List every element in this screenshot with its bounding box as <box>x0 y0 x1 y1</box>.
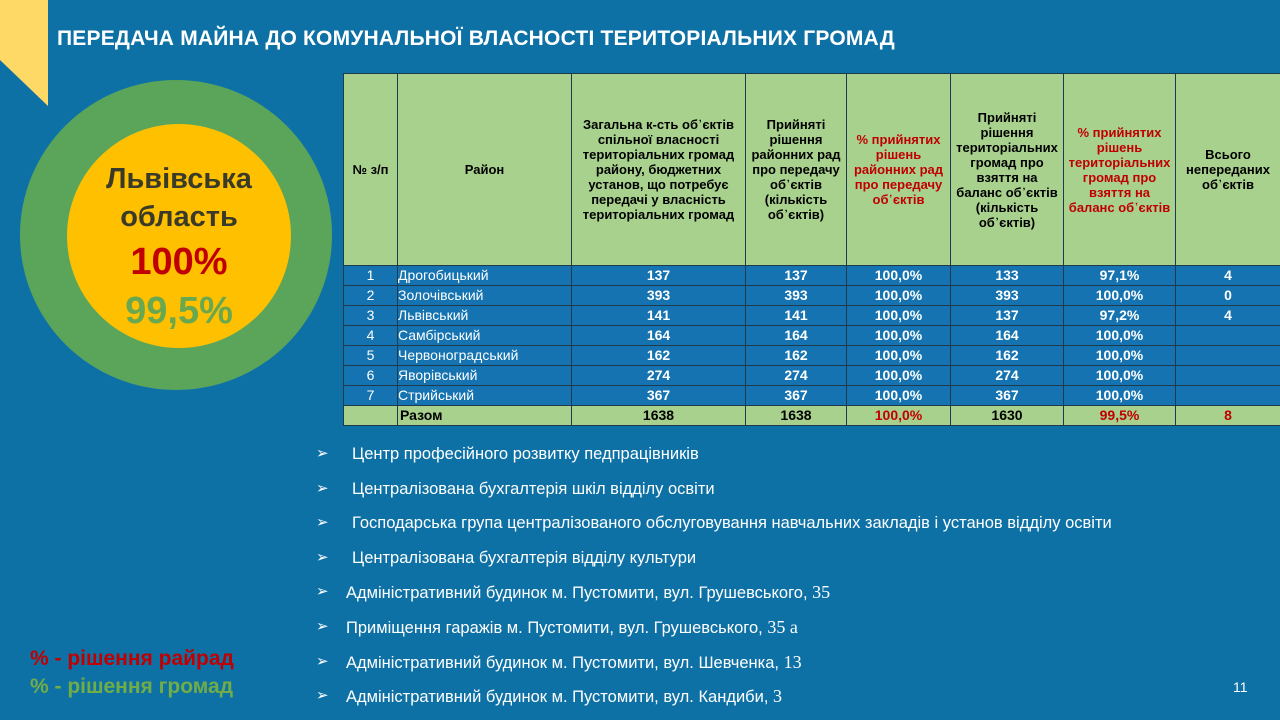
list-item <box>316 547 1276 582</box>
list-item-text <box>346 685 782 708</box>
cell-total: 393 <box>572 286 746 306</box>
cell-rada: 367 <box>746 386 847 406</box>
cell-hromad-percent: 99,5% <box>1064 406 1176 426</box>
cell-rada: 162 <box>746 346 847 366</box>
header-rada-percent: % прийнятих рішень районних рад про передачу об᾽єктів <box>847 74 951 266</box>
cell-rada-percent: 100,0% <box>847 386 951 406</box>
table-row <box>344 386 1280 406</box>
cell-hromad-percent: 97,1% <box>1064 266 1176 286</box>
cell-hromad: 162 <box>951 346 1064 366</box>
cell-rada: 141 <box>746 306 847 326</box>
address-text: Приміщення гаражів м. Пустомити, вул. Грушевського, <box>346 618 763 637</box>
header-remaining: Всього непереданих об᾽єктів <box>1176 74 1280 266</box>
cell-total: 141 <box>572 306 746 326</box>
cell-rada: 137 <box>746 266 847 286</box>
cell-rada-percent: 100,0% <box>847 266 951 286</box>
cell-total-label: Разом <box>398 406 572 426</box>
list-item-text <box>346 616 798 639</box>
cell-district: Самбірський <box>398 326 572 346</box>
cell-hromad: 164 <box>951 326 1064 346</box>
address-number: 35 а <box>767 616 798 637</box>
cell-hromad: 133 <box>951 266 1064 286</box>
cell-rada: 1638 <box>746 406 847 426</box>
cell-total: 367 <box>572 386 746 406</box>
table-row <box>344 346 1280 366</box>
cell-hromad: 393 <box>951 286 1064 306</box>
cell-remaining <box>1176 386 1280 406</box>
cell-remaining <box>1176 326 1280 346</box>
corner-decoration <box>0 0 48 106</box>
header-district: Район <box>398 74 572 266</box>
address-number: 3 <box>773 686 783 707</box>
institution-list <box>316 443 1276 720</box>
list-item-text <box>346 581 830 604</box>
legend-hromad: % - рішення громад <box>30 675 234 698</box>
cell-remaining <box>1176 366 1280 386</box>
table-row <box>344 366 1280 386</box>
cell-remaining: 8 <box>1176 406 1280 426</box>
address-text: Адміністративний будинок м. Пустомити, вул. Грушевського, <box>346 584 808 603</box>
table-row <box>344 266 1280 286</box>
address-number: 35 <box>812 582 831 603</box>
list-item <box>316 581 1276 616</box>
cell-hromad: 137 <box>951 306 1064 326</box>
region-name <box>67 160 291 236</box>
arrow-bullet-icon: ➢ <box>316 548 329 566</box>
arrow-bullet-icon: ➢ <box>316 687 329 705</box>
arrow-bullet-icon: ➢ <box>316 445 329 462</box>
cell-number: 3 <box>344 306 398 326</box>
table-row <box>344 326 1280 346</box>
cell-rada-percent: 100,0% <box>847 306 951 326</box>
list-item <box>316 685 1276 720</box>
arrow-bullet-icon: ➢ <box>316 479 329 497</box>
header-hromad-decisions: Прийняті рішення територіальних громад про взяття на баланс об᾽єктів (кількість об᾽єктів) <box>951 74 1064 266</box>
arrow-bullet-icon: ➢ <box>316 652 329 670</box>
list-item <box>316 443 1276 478</box>
cell-number-empty <box>344 406 398 426</box>
cell-rada-percent: 100,0% <box>847 326 951 346</box>
cell-rada: 393 <box>746 286 847 306</box>
cell-rada-percent: 100,0% <box>847 346 951 366</box>
districts-table <box>343 73 1280 426</box>
cell-total: 137 <box>572 266 746 286</box>
legend <box>30 645 234 701</box>
cell-number: 2 <box>344 286 398 306</box>
cell-district: Яворівський <box>398 366 572 386</box>
cell-district: Львівський <box>398 306 572 326</box>
cell-district: Золочівський <box>398 286 572 306</box>
region-inner-circle <box>67 124 291 348</box>
arrow-bullet-icon: ➢ <box>316 583 329 601</box>
list-item-text <box>346 651 802 674</box>
cell-total: 162 <box>572 346 746 366</box>
cell-number: 1 <box>344 266 398 286</box>
list-item-text: Централізована бухгалтерія відділу культури <box>352 548 697 567</box>
cell-hromad-percent: 97,2% <box>1064 306 1176 326</box>
percent-hromad: 99,5% <box>125 290 233 332</box>
cell-rada-percent: 100,0% <box>847 366 951 386</box>
address-text: Адміністративний будинок м. Пустомити, вул. Шевченка, <box>346 653 779 672</box>
region-name-line1: Львівська <box>106 163 252 195</box>
arrow-bullet-icon: ➢ <box>316 617 329 635</box>
table-total-row <box>344 406 1280 426</box>
address-text: Адміністративний будинок м. Пустомити, вул. Кандиби, <box>346 688 769 707</box>
cell-total: 1638 <box>572 406 746 426</box>
cell-hromad-percent: 100,0% <box>1064 386 1176 406</box>
header-rada-decisions: Прийняті рішення районних рад про передачу об᾽єктів (кількість об᾽єктів) <box>746 74 847 266</box>
cell-number: 4 <box>344 326 398 346</box>
cell-rada: 164 <box>746 326 847 346</box>
cell-rada-percent: 100,0% <box>847 406 951 426</box>
header-hromad-percent: % прийнятих рішень територіальних громад про взяття на баланс об᾽єктів <box>1064 74 1176 266</box>
list-item <box>316 651 1276 686</box>
cell-hromad-percent: 100,0% <box>1064 366 1176 386</box>
cell-district: Дрогобицький <box>398 266 572 286</box>
list-item <box>316 478 1276 513</box>
region-name-line2: область <box>120 201 238 233</box>
cell-hromad-percent: 100,0% <box>1064 326 1176 346</box>
header-number: № з/п <box>344 74 398 266</box>
table-row <box>344 286 1280 306</box>
list-item <box>316 616 1276 651</box>
address-number: 13 <box>783 651 802 672</box>
cell-hromad: 1630 <box>951 406 1064 426</box>
percent-rayrad: 100% <box>130 241 228 283</box>
table-row <box>344 306 1280 326</box>
page-title: ПЕРЕДАЧА МАЙНА ДО КОМУНАЛЬНОЇ ВЛАСНОСТІ ТЕРИТОРІАЛЬНИХ ГРОМАД <box>57 27 895 50</box>
cell-hromad: 367 <box>951 386 1064 406</box>
cell-hromad: 274 <box>951 366 1064 386</box>
cell-total: 164 <box>572 326 746 346</box>
cell-rada: 274 <box>746 366 847 386</box>
page-number: 11 <box>1233 679 1248 695</box>
cell-total: 274 <box>572 366 746 386</box>
cell-number: 5 <box>344 346 398 366</box>
header-total-objects: Загальна к-сть об᾽єктів спільної власності територіальних громад району, бюджетних установ, що потребує передачі у власність територіальних громад <box>572 74 746 266</box>
cell-number: 7 <box>344 386 398 406</box>
cell-district: Червоноградський <box>398 346 572 366</box>
cell-district: Стрийський <box>398 386 572 406</box>
cell-remaining: 4 <box>1176 306 1280 326</box>
legend-rayrad: % - рішення райрад <box>30 647 234 670</box>
list-item <box>316 512 1276 547</box>
cell-rada-percent: 100,0% <box>847 286 951 306</box>
cell-hromad-percent: 100,0% <box>1064 346 1176 366</box>
list-item-text: Центр професійного розвитку педпрацівників <box>352 445 699 463</box>
cell-remaining <box>1176 346 1280 366</box>
cell-remaining: 4 <box>1176 266 1280 286</box>
cell-hromad-percent: 100,0% <box>1064 286 1176 306</box>
arrow-bullet-icon: ➢ <box>316 514 329 532</box>
cell-remaining: 0 <box>1176 286 1280 306</box>
list-item-text: Централізована бухгалтерія шкіл відділу освіти <box>352 479 715 498</box>
list-item-text: Господарська група централізованого обслуговування навчальних закладів і установ відділу освіти <box>352 514 1112 533</box>
table-header-row <box>344 74 1280 266</box>
cell-number: 6 <box>344 366 398 386</box>
